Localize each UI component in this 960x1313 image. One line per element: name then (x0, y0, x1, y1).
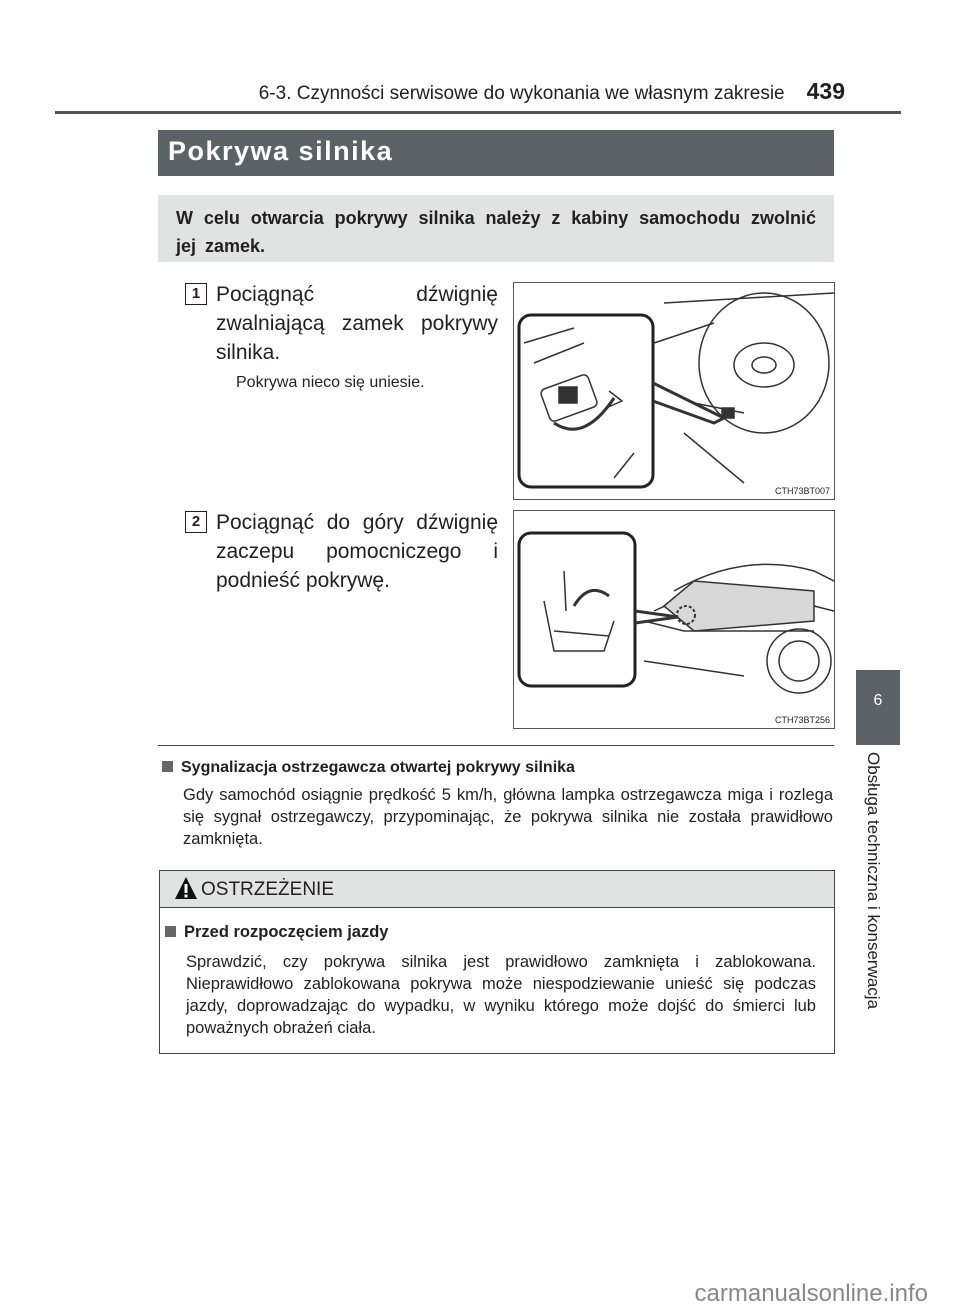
step-2-number: 2 (185, 511, 207, 533)
warning-triangle-icon (174, 876, 198, 900)
section-header: 6-3. Czynności serwisowe do wykonania we własnym zakresie (258, 83, 785, 104)
title-bar (158, 130, 834, 176)
warning-box (159, 870, 835, 1054)
warning-body: Sprawdzić, czy pokrywa silnika jest prawidłowo zamknięta i zablokowana. Nieprawidłowo zablokowana pokrywa może niespodziewanie unieść się podczas jazdy, doprowadzając do wypadku, w wyniku którego może dojść do śmierci lub poważnych obrażeń ciała. (186, 953, 816, 1037)
page-title: Pokrywa silnika (168, 136, 394, 166)
header-rule (55, 111, 901, 114)
intro-text: W celu otwarcia pokrywy silnika należy z kabiny samochodu zwolnić jej zamek. (176, 208, 816, 256)
page-number: 439 (806, 78, 845, 104)
step-1-number: 1 (185, 283, 207, 305)
warning-header (160, 871, 834, 908)
page-header (55, 78, 845, 105)
chapter-number: 6 (873, 692, 883, 709)
chapter-tab (856, 670, 900, 745)
warning-subheading (165, 923, 389, 942)
chapter-label: Obsługa techniczna i konserwacja (864, 752, 883, 1010)
figure-code: CTH73BT007 (774, 486, 830, 496)
warning-subheading-text: Przed rozpoczęciem jazdy (184, 923, 389, 941)
step-1-text: Pociągnąć dźwignię zwalniającą zamek pokrywy silnika. (216, 283, 498, 364)
signal-heading (162, 759, 575, 777)
step-1-note: Pokrywa nieco się uniesie. (236, 374, 425, 391)
figure-hood-release-lever (513, 282, 835, 500)
step-1 (216, 280, 498, 393)
square-bullet-icon (162, 761, 173, 772)
figure-code: CTH73BT256 (774, 715, 830, 725)
intro-box (158, 195, 834, 262)
hood-release-illustration (514, 283, 834, 499)
signal-body: Gdy samochód osiągnie prędkość 5 km/h, główna lampka ostrzegawcza miga i rozlega się sygnał ostrzegawczy, przypominając, że pokrywa silnika nie została prawidłowo zamknięta. (183, 786, 833, 848)
warning-title: OSTRZEŻENIE (201, 879, 335, 900)
auxiliary-catch-illustration (514, 511, 834, 728)
step-2 (216, 508, 498, 595)
divider (158, 745, 834, 746)
step-2-text: Pociągnąć do góry dźwignię zaczepu pomocniczego i podnieść pokrywę. (216, 511, 498, 592)
signal-heading-text: Sygnalizacja ostrzegawcza otwartej pokrywy silnika (181, 759, 575, 776)
watermark: carmanualsonline.info (694, 1280, 928, 1307)
square-bullet-icon (165, 926, 176, 937)
figure-auxiliary-catch (513, 510, 835, 729)
